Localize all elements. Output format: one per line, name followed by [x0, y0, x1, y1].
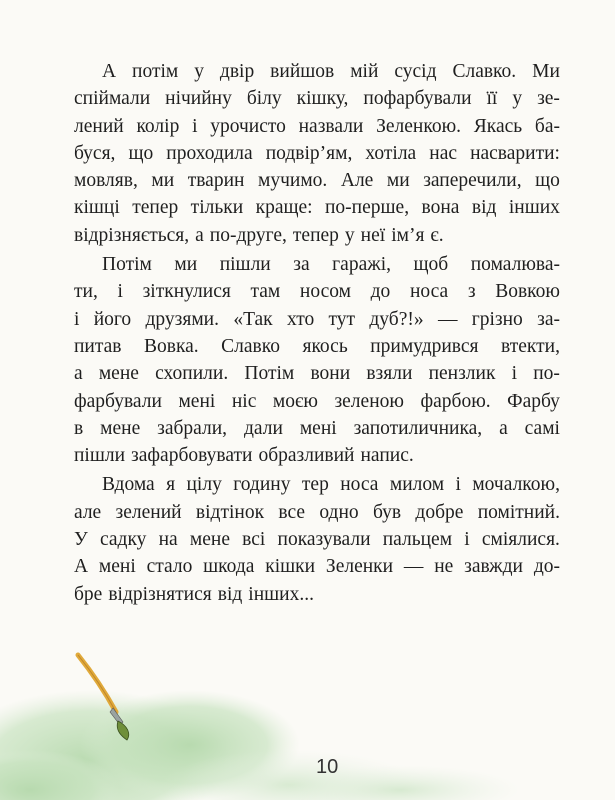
word: Фарбу	[507, 390, 560, 412]
word: тварин	[187, 170, 245, 192]
word: я	[166, 474, 176, 496]
green-paint-splash	[0, 690, 520, 800]
word: її	[486, 88, 498, 110]
word: тільки	[190, 197, 244, 219]
word: все	[278, 501, 306, 523]
word: хто	[286, 308, 315, 330]
word: милом	[389, 474, 445, 496]
word: Вовкою	[495, 281, 560, 303]
word: сміялися.	[481, 529, 560, 551]
word: зе-	[537, 88, 560, 110]
word: відрізняється,	[74, 224, 190, 246]
word: вона	[421, 197, 460, 219]
text-line	[74, 278, 560, 305]
word: гаражі,	[332, 254, 391, 276]
word: носа	[409, 281, 449, 303]
word: дуб?!»	[369, 308, 424, 330]
word: «Так	[233, 308, 273, 330]
text-line	[74, 333, 560, 360]
word: дали	[243, 417, 283, 439]
paragraph-1	[74, 58, 560, 249]
word: Славко.	[452, 61, 517, 82]
word: колір	[136, 115, 180, 137]
word: від	[217, 583, 243, 605]
word: годину	[233, 474, 291, 496]
word: запотиличника,	[353, 417, 483, 439]
word: питав	[74, 335, 122, 357]
word: всі	[242, 529, 266, 551]
word: помалюва-	[470, 254, 560, 276]
word: Вдома	[102, 474, 155, 496]
word: добре	[415, 501, 464, 523]
text-line	[74, 306, 560, 333]
word: мене	[189, 529, 230, 551]
text-line	[74, 388, 560, 415]
text-line	[74, 222, 560, 249]
word: і	[117, 281, 123, 303]
word: спіймали	[74, 88, 151, 110]
word: напис.	[360, 445, 414, 467]
word: сусід	[394, 61, 437, 82]
word: тер	[301, 474, 329, 496]
word: фарбою.	[420, 390, 491, 412]
word: Потім	[244, 363, 295, 385]
word: на	[158, 529, 178, 551]
word: Ми	[532, 61, 560, 82]
text-line	[74, 58, 560, 85]
word: мій	[350, 61, 379, 82]
word: схопили.	[155, 363, 229, 385]
word: там	[250, 281, 281, 303]
word: Славко	[221, 335, 280, 357]
word: мочалкою,	[472, 474, 560, 496]
word: мучимо.	[258, 170, 328, 192]
word: зеленою	[334, 390, 404, 412]
word: самі	[524, 417, 560, 439]
word: зафарбовувати	[131, 445, 253, 467]
word: моєю	[272, 390, 318, 412]
word: відрізнятися	[108, 583, 212, 605]
word: Якась	[473, 115, 523, 137]
word: проходила	[166, 142, 253, 164]
word: пофарбували	[363, 88, 472, 110]
word: —	[403, 556, 424, 578]
word: краще:	[255, 197, 313, 219]
text-line	[74, 553, 560, 580]
word: буся,	[74, 142, 116, 164]
word: насварити:	[470, 142, 560, 164]
word: Вовка.	[143, 335, 199, 357]
word: і	[511, 363, 518, 385]
word: мене	[98, 363, 139, 385]
word: цілу	[186, 474, 222, 496]
word: мені	[178, 390, 216, 412]
word: його	[93, 308, 132, 330]
word: ми	[386, 170, 410, 192]
word: завжди	[464, 556, 523, 578]
word: пішли	[219, 254, 271, 276]
word: а	[74, 363, 83, 385]
word: якось	[302, 335, 348, 357]
word: фарбували	[74, 390, 162, 412]
text-line	[74, 167, 560, 194]
word: тут	[328, 308, 356, 330]
word: і	[455, 474, 461, 496]
text-line	[74, 113, 560, 140]
word: що	[128, 142, 154, 164]
word: щоб	[413, 254, 449, 276]
word: але	[74, 501, 102, 523]
text-line	[74, 251, 560, 278]
word: мені	[98, 556, 136, 578]
word: є.	[430, 224, 444, 246]
word: заперечили,	[423, 170, 522, 192]
text-line	[74, 526, 560, 553]
word: садку	[100, 529, 147, 551]
word: Зеленки	[325, 556, 394, 578]
word: і	[464, 529, 470, 551]
word: двір	[219, 61, 255, 82]
word: інших...	[248, 583, 314, 605]
word: з	[467, 281, 476, 303]
word: пальцем	[382, 529, 453, 551]
word: Потім	[102, 254, 152, 276]
word: подвір’ям,	[265, 142, 353, 164]
word: пішли	[74, 445, 126, 467]
word: зіткнулися	[142, 281, 231, 303]
word: лений	[74, 115, 124, 137]
text-line	[74, 140, 560, 167]
word: тепер	[132, 197, 179, 219]
word: по-перше,	[325, 197, 410, 219]
word: втекти,	[501, 335, 560, 357]
word: А	[74, 556, 89, 578]
word: ба-	[534, 115, 560, 137]
word: пензлик	[428, 363, 496, 385]
text-line	[74, 442, 560, 469]
word: хотіла	[365, 142, 417, 164]
word: помітний.	[477, 501, 560, 523]
word: друзями.	[145, 308, 219, 330]
word: образливий	[258, 445, 355, 467]
word: грізно	[471, 308, 523, 330]
text-line	[74, 581, 560, 608]
word: не	[434, 556, 454, 578]
word: показували	[277, 529, 371, 551]
word: мене	[100, 417, 141, 439]
word: тепер	[292, 224, 339, 246]
word: стало	[146, 556, 193, 578]
word: бре	[74, 583, 103, 605]
word: ніс	[231, 390, 257, 412]
word: неї	[360, 224, 386, 246]
word: за	[293, 254, 310, 276]
word: а	[499, 417, 508, 439]
word: урочисто	[210, 115, 286, 137]
word: кішки	[265, 556, 316, 578]
word: потім	[132, 61, 179, 82]
word: вони	[310, 363, 351, 385]
word: одно	[319, 501, 359, 523]
word: зелений	[115, 501, 182, 523]
story-text	[74, 58, 560, 610]
word: що	[535, 170, 560, 192]
word: назвали	[298, 115, 364, 137]
word: кішку,	[296, 88, 349, 110]
word: ми	[151, 170, 175, 192]
word: у	[344, 224, 355, 246]
text-line	[74, 194, 560, 221]
word: був	[372, 501, 402, 523]
word: взяли	[366, 363, 413, 385]
word: носом	[299, 281, 351, 303]
text-line	[74, 415, 560, 442]
word: від	[471, 197, 497, 219]
word: забрали,	[157, 417, 228, 439]
word: по-друге,	[209, 224, 287, 246]
word: —	[437, 308, 458, 330]
word: кішці	[74, 197, 120, 219]
paragraph-2	[74, 251, 560, 469]
word: інших	[508, 197, 560, 219]
word: примудрився	[370, 335, 479, 357]
word: ім’я	[391, 224, 425, 246]
word: носа	[340, 474, 379, 496]
text-line	[74, 471, 560, 498]
word: мені	[299, 417, 337, 439]
page-number: 10	[316, 756, 339, 778]
word: білу	[246, 88, 282, 110]
word: нас	[429, 142, 458, 164]
word: відтінок	[195, 501, 265, 523]
word: і	[192, 115, 198, 137]
word: нічийну	[165, 88, 232, 110]
word: У	[74, 529, 88, 551]
word: у	[194, 61, 204, 82]
word: мовляв,	[74, 170, 138, 192]
word: Зеленкою.	[376, 115, 462, 137]
word: за-	[537, 308, 560, 330]
word: А	[102, 61, 117, 82]
word: по-	[533, 363, 560, 385]
word: Але	[340, 170, 374, 192]
text-line	[74, 85, 560, 112]
word: у	[512, 88, 523, 110]
word: ти,	[74, 281, 98, 303]
word: ми	[174, 254, 198, 276]
word: і	[74, 308, 80, 330]
text-line	[74, 499, 560, 526]
text-line	[74, 360, 560, 387]
word: до-	[533, 556, 560, 578]
word: а	[195, 224, 204, 246]
word: шкода	[203, 556, 255, 578]
paragraph-3	[74, 471, 560, 607]
word: вийшов	[270, 61, 335, 82]
word: до	[370, 281, 391, 303]
word: в	[74, 417, 84, 439]
